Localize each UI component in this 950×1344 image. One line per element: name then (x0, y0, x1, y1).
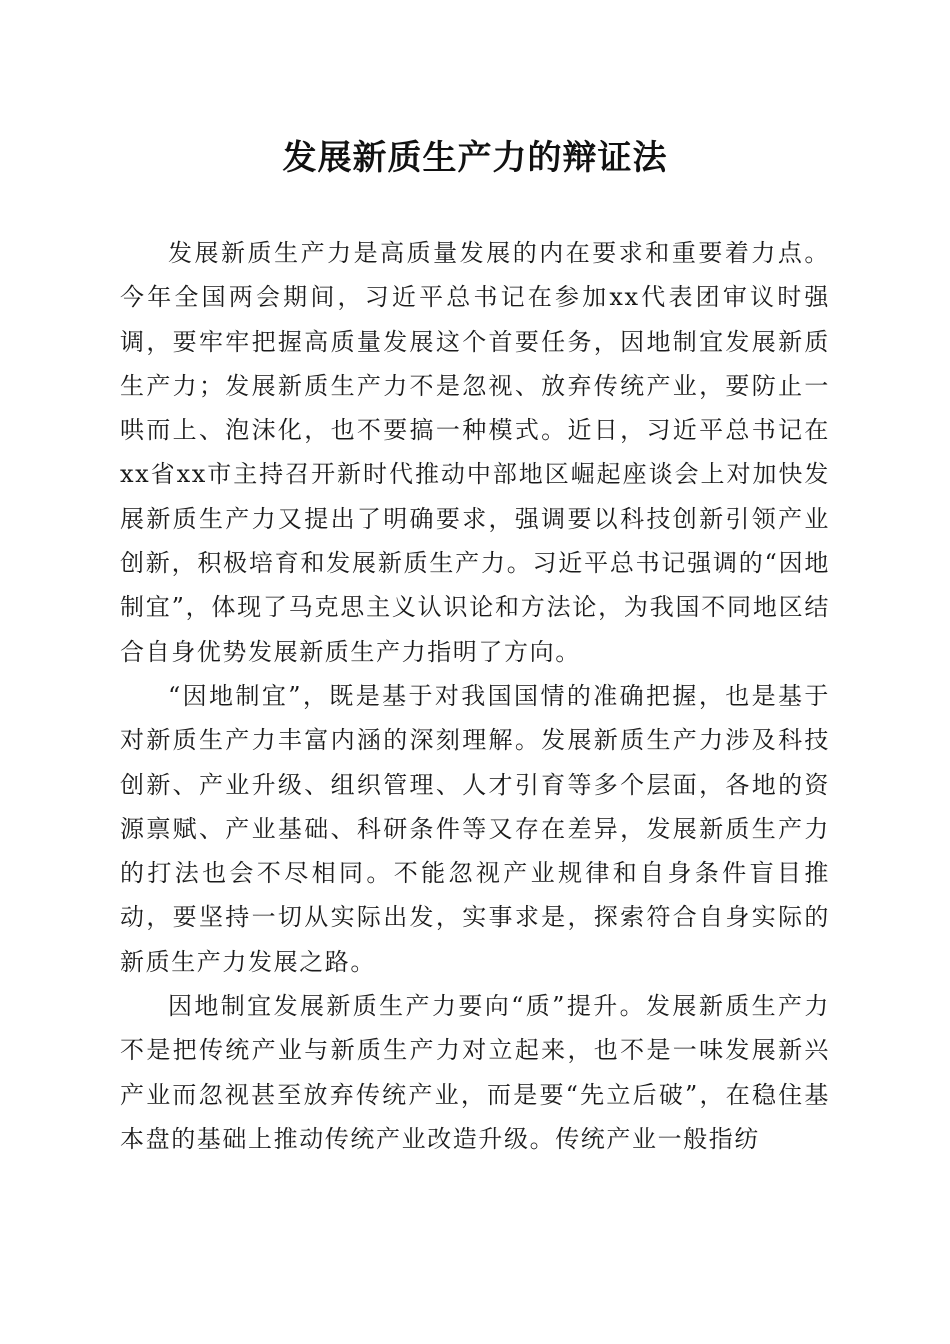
paragraph-2: “因地制宜”，既是基于对我国国情的准确把握，也是基于对新质生产力丰富内涵的深刻理解。发展新质生产力涉及科技创新、产业升级、组织管理、人才引育等多个层面，各地的资源禀赋、产业基础、科研条件等又存在差异，发展新质生产力的打法也会不尽相同。不能忽视产业规律和自身条件盲目推动，要坚持一切从实际出发，实事求是，探索符合自身实际的新质生产力发展之路。 (120, 681, 830, 976)
document-body (120, 231, 830, 1161)
paragraph-3: 因地制宜发展新质生产力要向“质”提升。发展新质生产力不是把传统产业与新质生产力对立起来，也不是一味发展新兴产业而忽视甚至放弃传统产业，而是要“先立后破”，在稳住基本盘的基础上推动传统产业改造升级。传统产业一般指纺 (120, 992, 830, 1153)
document-title: 发展新质生产力的辩证法 (282, 138, 668, 178)
paragraph-1: 发展新质生产力是高质量发展的内在要求和重要着力点。今年全国两会期间，习近平总书记在参加xx代表团审议时强调，要牢牢把握高质量发展这个首要任务，因地制宜发展新质生产力；发展新质生产力不是忽视、放弃传统产业，要防止一哄而上、泡沫化，也不要搞一种模式。近日，习近平总书记在xx省xx市主持召开新时代推动中部地区崛起座谈会上对加快发展新质生产力又提出了明确要求，强调要以科技创新引领产业创新，积极培育和发展新质生产力。习近平总书记强调的“因地制宜”，体现了马克思主义认识论和方法论，为我国不同地区结合自身优势发展新质生产力指明了方向。 (120, 239, 830, 666)
